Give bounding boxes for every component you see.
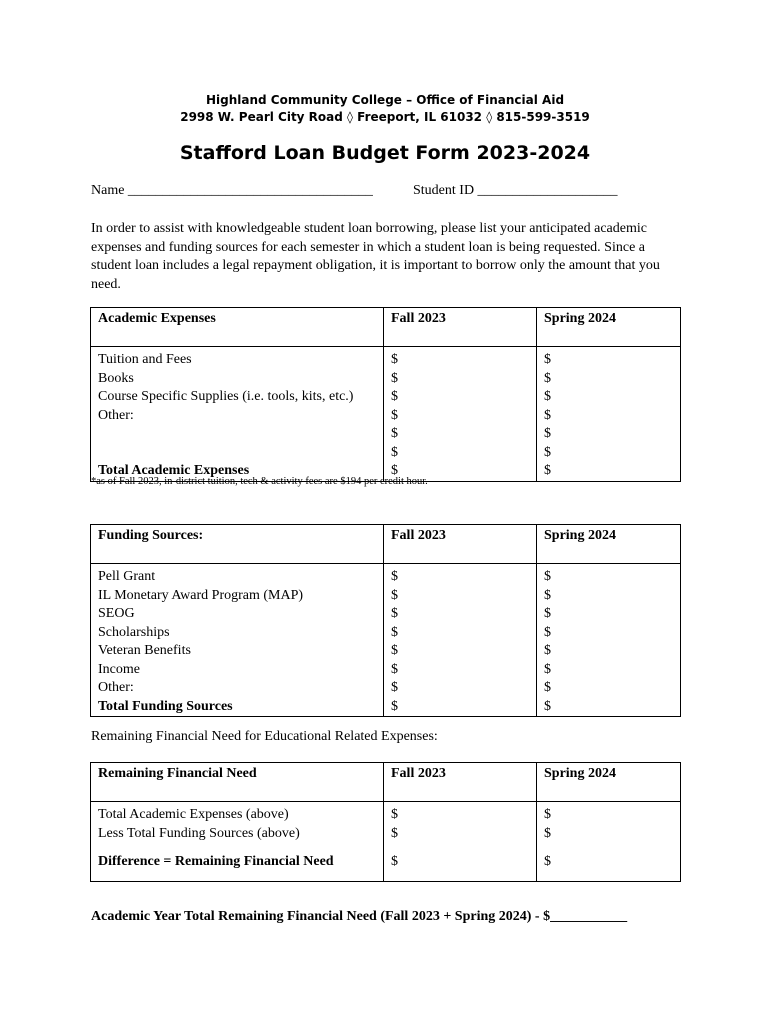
academic-total-label: Total Academic Expenses: [98, 463, 250, 478]
header-line-2: 2998 W. Pearl City Road ◊ Freeport, IL 61032 ◊ 815-599-3519: [180, 110, 590, 124]
difference-fall-field[interactable]: $: [391, 854, 398, 869]
amount-field[interactable]: $: [391, 661, 398, 677]
amount-field[interactable]: $: [391, 587, 398, 603]
amount-field[interactable]: $: [391, 370, 398, 386]
amount-field[interactable]: $: [544, 426, 551, 441]
amount-field[interactable]: $: [544, 698, 551, 714]
page-title: Stafford Loan Budget Form 2023-2024: [179, 142, 591, 164]
amount-field[interactable]: $: [391, 426, 398, 441]
amount-field[interactable]: $: [391, 807, 398, 822]
table-row-label: IL Monetary Award Program (MAP): [98, 587, 304, 603]
amount-field[interactable]: $: [544, 569, 551, 584]
amount-field[interactable]: $: [391, 680, 398, 695]
remaining-header-label: Remaining Financial Need: [91, 763, 384, 802]
remaining-fall-column: [384, 802, 537, 882]
amount-field[interactable]: $: [544, 606, 551, 621]
remaining-intro: Remaining Financial Need for Educational Related Expenses:: [91, 729, 438, 744]
academic-header-fall: Fall 2023: [384, 308, 537, 347]
table-row-label: Scholarships: [98, 624, 170, 640]
funding-total-label: Total Funding Sources: [98, 698, 233, 714]
amount-field[interactable]: $: [544, 680, 551, 695]
amount-field[interactable]: $: [391, 389, 398, 404]
amount-field[interactable]: $: [391, 407, 398, 423]
funding-header-spring: Spring 2024: [537, 525, 681, 564]
header-line-1: Highland Community College – Office of Financial Aid: [205, 93, 565, 107]
remaining-spring-column: [537, 802, 681, 882]
table-row-label[interactable]: [98, 425, 376, 444]
amount-field[interactable]: $: [544, 444, 551, 460]
funding-header-label: Funding Sources:: [91, 525, 384, 564]
funding-spring-column: [537, 564, 681, 717]
amount-field[interactable]: $: [544, 352, 551, 367]
funding-labels: [91, 564, 384, 717]
funding-sources-table: [90, 524, 681, 717]
table-row-label: Tuition and Fees: [98, 352, 192, 367]
amount-field[interactable]: $: [544, 463, 551, 478]
table-row-label: SEOG: [98, 606, 135, 621]
table-row-label: Income: [98, 661, 140, 677]
remaining-header-spring: Spring 2024: [537, 763, 681, 802]
funding-header-fall: Fall 2023: [384, 525, 537, 564]
difference-label: Difference = Remaining Financial Need: [98, 854, 334, 869]
amount-field[interactable]: $: [391, 606, 398, 621]
academic-year-total-field[interactable]: Academic Year Total Remaining Financial Need (Fall 2023 + Spring 2024) - $___________: [91, 909, 628, 924]
remaining-labels: [91, 802, 384, 882]
table-row-label: Total Academic Expenses (above): [98, 807, 289, 822]
amount-field[interactable]: $: [544, 624, 551, 640]
amount-field[interactable]: $: [544, 407, 551, 423]
amount-field[interactable]: $: [391, 643, 398, 658]
remaining-need-table: [90, 762, 681, 882]
amount-field[interactable]: $: [544, 587, 551, 603]
amount-field[interactable]: $: [391, 698, 398, 714]
remaining-header-fall: Fall 2023: [384, 763, 537, 802]
academic-expenses-table: [90, 307, 681, 482]
amount-field[interactable]: $: [391, 352, 398, 367]
amount-field[interactable]: $: [391, 624, 398, 640]
academic-fall-column: [384, 347, 537, 482]
amount-field[interactable]: $: [391, 463, 398, 478]
name-field[interactable]: Name ___________________________________: [91, 183, 373, 198]
academic-labels: [91, 347, 384, 482]
amount-field[interactable]: $: [544, 643, 551, 658]
funding-fall-column: [384, 564, 537, 717]
academic-header-label: Academic Expenses: [91, 308, 384, 347]
amount-field[interactable]: $: [544, 389, 551, 404]
table-row-label: Other:: [98, 680, 134, 695]
student-id-field[interactable]: Student ID ____________________: [413, 183, 618, 198]
table-row-label: Pell Grant: [98, 569, 156, 584]
amount-field[interactable]: $: [391, 825, 398, 841]
academic-spring-column: [537, 347, 681, 482]
table-row-label: Veteran Benefits: [98, 643, 191, 658]
amount-field[interactable]: $: [544, 661, 551, 677]
amount-field[interactable]: $: [544, 825, 551, 841]
table-row-label: Less Total Funding Sources (above): [98, 825, 300, 841]
table-row-label: Books: [98, 370, 134, 386]
academic-header-spring: Spring 2024: [537, 308, 681, 347]
tuition-note: *as of Fall 2023, in-district tuition, tech & activity fees are $194 per credit hour.: [91, 476, 428, 487]
difference-spring-field[interactable]: $: [544, 854, 551, 869]
intro-paragraph: In order to assist with knowledgeable student loan borrowing, please list your anticipated academic expenses and funding sources for each semester in which a student loan is being requested. Since a student loan includes a legal repayment obligation, it is important to borrow only the amount that you need.: [91, 221, 660, 292]
amount-field[interactable]: $: [391, 569, 398, 584]
table-row-label: Course Specific Supplies (i.e. tools, kits, etc.): [98, 389, 354, 404]
amount-field[interactable]: $: [391, 444, 398, 460]
amount-field[interactable]: $: [544, 807, 551, 822]
table-row-label[interactable]: [98, 444, 376, 463]
amount-field[interactable]: $: [544, 370, 551, 386]
table-row-label: Other:: [98, 407, 134, 423]
